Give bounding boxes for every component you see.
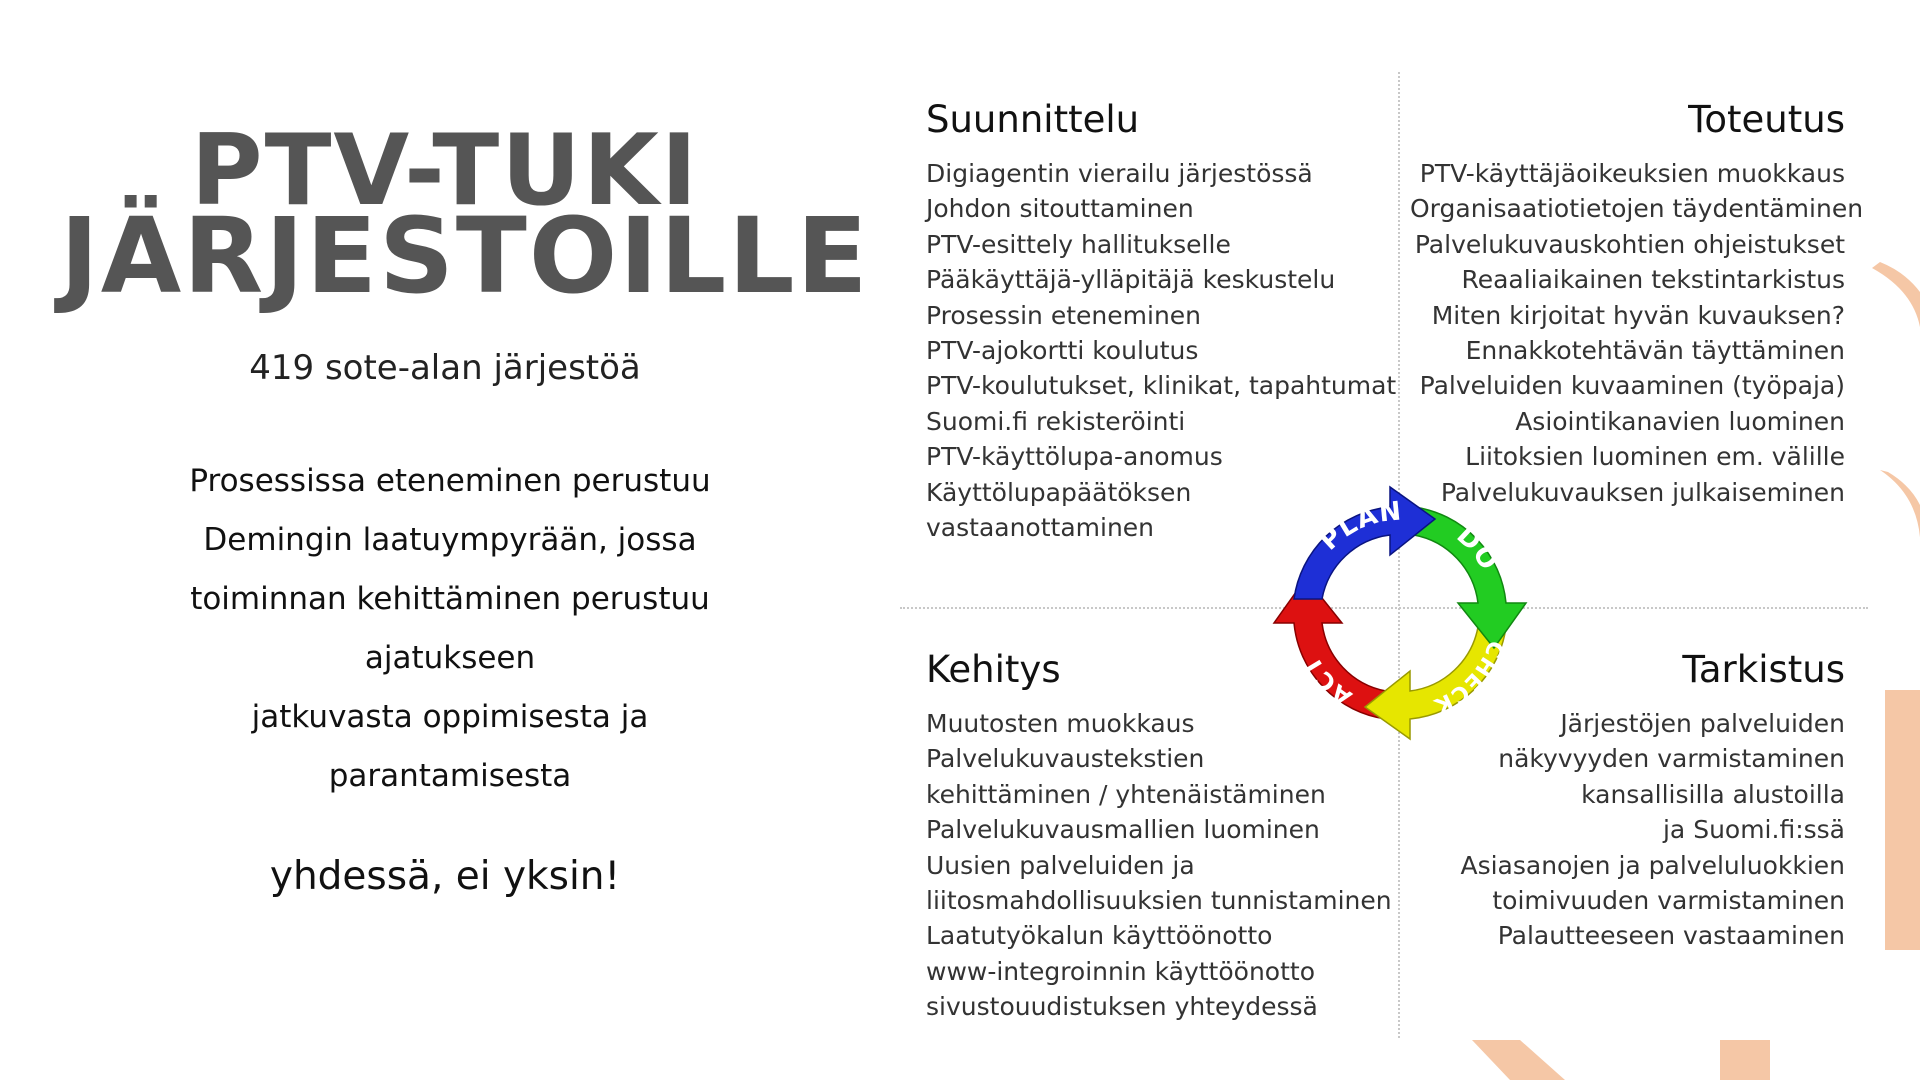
list-item: Järjestöjen palveluiden <box>1560 709 1845 738</box>
list-item: Käyttölupapäätöksen <box>926 477 1192 507</box>
list-item: Pääkäyttäjä-ylläpitäjä keskustelu <box>926 265 1336 295</box>
description-line: Demingin laatuympyrään, jossa <box>203 522 697 558</box>
list-item: PTV-koulutukset, klinikat, tapahtumat <box>926 371 1397 401</box>
quadrant-check-heading: Tarkistus <box>1682 648 1845 691</box>
decor-bottom-1 <box>1472 1040 1565 1080</box>
quadrant-do-list <box>1410 156 1864 510</box>
list-item: Palveluiden kuvaaminen (työpaja) <box>1419 371 1845 401</box>
quadrant-act-heading: Kehitys <box>926 648 1061 691</box>
list-item: Reaaliaikainen tekstintarkistus <box>1461 265 1845 295</box>
list-item: Miten kirjoitat hyvän kuvauksen? <box>1431 300 1845 330</box>
cycle-label-act: ACT <box>1297 650 1357 712</box>
list-item: Asiasanojen ja palveluluokkien <box>1460 850 1845 880</box>
list-item: PTV-käyttölupa-anomus <box>926 442 1223 472</box>
list-item: toimivuuden varmistaminen <box>1492 886 1845 916</box>
list-item: Palautteeseen vastaaminen <box>1497 921 1845 951</box>
title-line-2: JÄRJESTOILLE <box>60 195 870 317</box>
quadrant-do <box>1410 98 1864 510</box>
list-item: Palvelukuvausmallien luominen <box>926 815 1320 845</box>
decor-arc-top <box>1872 262 1920 360</box>
list-item: sivustouudistuksen yhteydessä <box>926 992 1318 1022</box>
list-item: näkyvyyden varmistaminen <box>1498 744 1845 774</box>
list-item: Liitoksien luominen em. välille <box>1465 442 1845 472</box>
list-item: ja Suomi.fi:ssä <box>1662 815 1845 845</box>
list-item: Palvelukuvauksen julkaiseminen <box>1440 477 1845 507</box>
title-line-1: PTV-TUKI <box>190 114 700 228</box>
quadrant-plan-heading: Suunnittelu <box>926 98 1140 141</box>
list-item: PTV-ajokortti koulutus <box>926 336 1199 366</box>
list-item: Uusien palveluiden ja <box>926 850 1195 880</box>
cycle-label-check: CHECK <box>1429 636 1508 719</box>
list-item: Suomi.fi rekisteröinti <box>926 406 1186 436</box>
list-item: www-integroinnin käyttöönotto <box>926 956 1315 986</box>
list-item: vastaanottaminen <box>926 513 1155 543</box>
decor-arc-mid <box>1880 470 1920 560</box>
list-item: Ennakkotehtävän täyttäminen <box>1465 336 1845 366</box>
cycle-label-do: DO <box>1450 520 1504 577</box>
quadrant-do-heading: Toteutus <box>1688 98 1845 141</box>
decor-bar-right <box>1885 690 1920 950</box>
list-item: Organisaatiotietojen täydentäminen <box>1410 194 1864 224</box>
description-line: toiminnan kehittäminen perustuu <box>190 581 710 617</box>
description-line: Prosessissa eteneminen perustuu <box>189 463 711 499</box>
list-item: kansallisilla alustoilla <box>1581 779 1845 809</box>
description-line: jatkuvasta oppimisesta ja <box>251 699 649 735</box>
list-item: Laatutyökalun käyttöönotto <box>926 921 1273 951</box>
decor-bottom-2 <box>1720 1040 1770 1080</box>
pdca-cycle-diagram <box>1255 468 1545 758</box>
subtitle: 419 sote-alan järjestöä <box>249 348 641 388</box>
description <box>95 452 805 806</box>
slogan: yhdessä, ei yksin! <box>269 854 621 899</box>
list-item: Digiagentin vierailu järjestössä <box>926 159 1313 188</box>
list-item: kehittäminen / yhtenäistäminen <box>926 779 1326 809</box>
list-item: liitosmahdollisuuksien tunnistaminen <box>926 886 1392 916</box>
cycle-label-plan: PLAN <box>1314 496 1404 557</box>
list-item: Muutosten muokkaus <box>926 709 1195 738</box>
list-item: PTV-esittely hallitukselle <box>926 229 1231 259</box>
list-item: PTV-käyttäjäoikeuksien muokkaus <box>1419 159 1845 188</box>
list-item: Palvelukuvauskohtien ohjeistukset <box>1414 229 1845 259</box>
description-line: ajatukseen <box>364 640 536 676</box>
list-item: Palvelukuvaustekstien <box>926 744 1205 774</box>
description-line: parantamisesta <box>328 758 572 794</box>
list-item: Prosessin eteneminen <box>926 300 1202 330</box>
list-item: Asiointikanavien luominen <box>1515 406 1845 436</box>
list-item: Johdon sitouttaminen <box>926 194 1194 224</box>
